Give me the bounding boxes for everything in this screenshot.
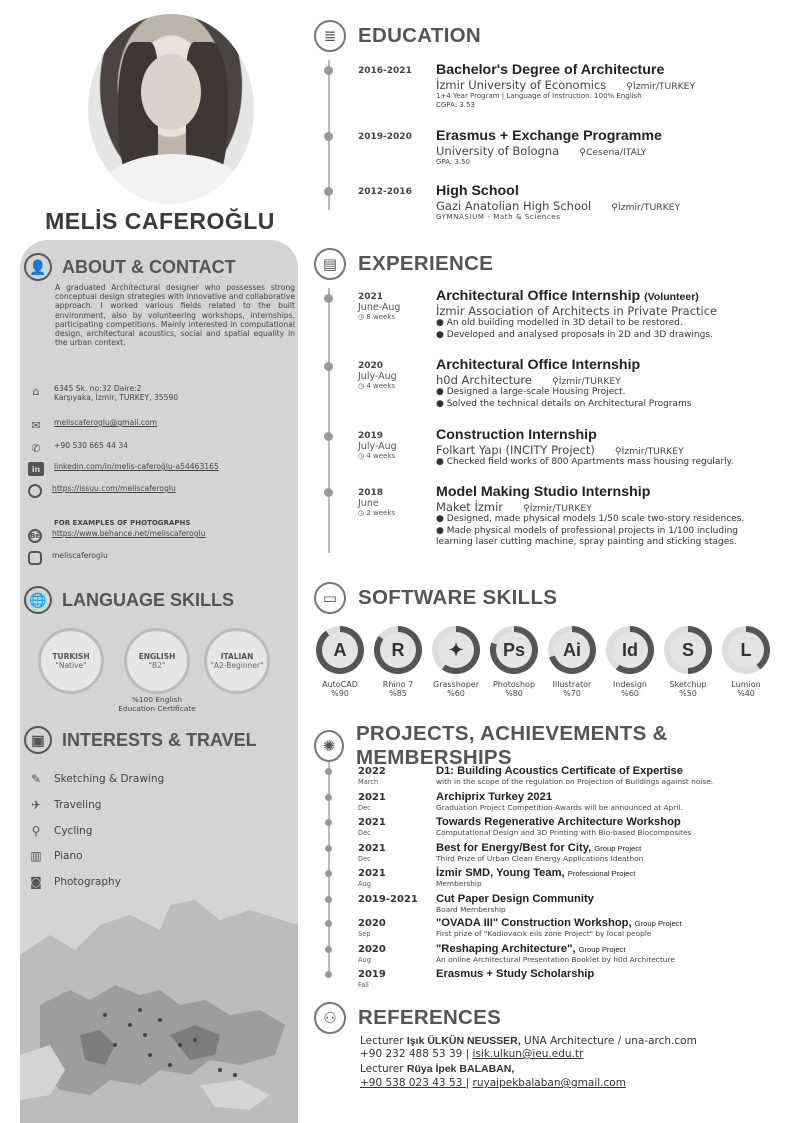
software-logo-icon: L xyxy=(728,632,764,668)
timeline-dot xyxy=(325,896,332,903)
reference-contact: +90 232 488 53 39 | isik.ulkun@ieu.edu.tr xyxy=(360,1048,584,1060)
timeline-dot xyxy=(325,971,332,978)
software-name: Illustrator xyxy=(552,680,592,689)
instagram[interactable]: meliscaferoglu xyxy=(28,551,108,565)
software-percent: %60 xyxy=(447,689,465,698)
airplane-icon: ✈ xyxy=(30,798,42,812)
software-logo-icon: Id xyxy=(612,632,648,668)
globe-icon: 🌐 xyxy=(24,586,52,614)
software-item xyxy=(664,626,712,698)
laptop-icon: ▭ xyxy=(314,582,346,614)
software-name: Indesign xyxy=(613,680,647,689)
timeline-dot xyxy=(324,488,333,497)
timeline-dot xyxy=(325,819,332,826)
linkedin-icon: in xyxy=(28,462,44,476)
timeline-dot xyxy=(324,362,333,371)
software-item xyxy=(490,626,538,698)
software-logo-icon: S xyxy=(670,632,706,668)
project-title: Towards Regenerative Architecture Workshop xyxy=(436,816,681,828)
email-link[interactable]: ✉ meliscaferoglu@gmail.com xyxy=(28,418,157,432)
project-desc: Computational Design and 3D Printing with Bio-based Biocomposites xyxy=(436,828,692,837)
interest-item: ▥ Piano xyxy=(28,849,83,863)
project-year: 2022 xyxy=(358,766,386,777)
timeline-line xyxy=(328,288,330,553)
project-desc: An online Architectural Presentation Booklet by h0d Architecture xyxy=(436,955,675,964)
clock-icon: ◷ 4 weeks xyxy=(358,382,396,390)
about-heading: 👤 ABOUT & CONTACT xyxy=(24,253,236,281)
project-year: 2020 xyxy=(358,944,386,955)
reference-contact: +90 538 023 43 53 | ruyaipekbalaban@gmail.com xyxy=(360,1077,626,1089)
skill-ring xyxy=(432,626,480,674)
skill-ring xyxy=(548,626,596,674)
software-item xyxy=(548,626,596,698)
project-month: March xyxy=(358,778,379,786)
skill-ring xyxy=(664,626,712,674)
project-desc: Board Membership xyxy=(436,905,506,914)
interest-item: ✈ Traveling xyxy=(28,798,101,812)
piano-icon: ▥ xyxy=(30,849,42,863)
pencil-icon: ✎ xyxy=(30,772,42,786)
software-logo-icon: R xyxy=(380,632,416,668)
phone-icon: ✆ xyxy=(31,441,41,455)
projects-heading: ✺ PROJECTS, ACHIEVEMENTS & MEMBERSHIPS xyxy=(314,722,795,770)
project-month: Sep xyxy=(358,930,371,938)
language-italian: ITALIAN "A2-Beginner" xyxy=(204,628,270,694)
software-percent: %90 xyxy=(331,689,349,698)
project-title: D1: Building Acoustics Certificate of Expertise xyxy=(436,765,684,777)
software-item xyxy=(606,626,654,698)
linkedin-link[interactable]: in linkedin.com/in/melis-caferoğlu-a54463165 xyxy=(28,462,219,476)
software-name: Grasshoper xyxy=(433,680,479,689)
timeline-dot xyxy=(324,432,333,441)
project-desc: Third Prize of Urban Clean Energy Applications Ideathon xyxy=(436,854,644,863)
bicycle-icon: ⚲ xyxy=(31,824,41,838)
behance-link[interactable]: Bē https://www.behance.net/meliscaferoglu xyxy=(28,529,205,543)
instagram-icon xyxy=(28,551,42,565)
project-year: 2021 xyxy=(358,868,386,879)
software-percent: %80 xyxy=(505,689,523,698)
software-name: AutoCAD xyxy=(322,680,358,689)
person-name: MELİS CAFEROĞLU xyxy=(45,208,275,234)
location-pin-icon: ⚲ xyxy=(551,376,559,387)
software-item xyxy=(722,626,770,698)
phone: ✆ +90 530 665 44 34 xyxy=(28,441,128,455)
clock-icon: ◷ 4 weeks xyxy=(358,452,396,460)
project-year: 2019-2021 xyxy=(358,894,418,905)
issuu-link[interactable]: https://issuu.com/meliscaferoglu xyxy=(28,484,176,498)
home-icon: ⌂ xyxy=(32,384,40,398)
timeline-dot xyxy=(324,66,333,75)
project-year: 2019 xyxy=(358,969,386,980)
project-title: Cut Paper Design Community xyxy=(436,893,594,905)
timeline-dot xyxy=(324,187,333,196)
europe-map xyxy=(20,895,298,1123)
interest-item: ⚲ Cycling xyxy=(28,824,92,838)
project-desc: Graduation Project Competition-Awards will be announced at April. xyxy=(436,803,683,812)
timeline-dot xyxy=(325,870,332,877)
language-turkish: TURKISH "Native" xyxy=(38,628,104,694)
interests-heading: ▣ INTERESTS & TRAVEL xyxy=(24,726,257,754)
software-percent: %70 xyxy=(563,689,581,698)
reference-item: Lecturer Rüya İpek BALABAN, xyxy=(360,1063,515,1075)
interest-item: ◙ Photography xyxy=(28,875,121,889)
sparkle-icon: ✺ xyxy=(314,730,344,762)
software-item xyxy=(432,626,480,698)
location-pin-icon: ⚲ xyxy=(611,202,618,213)
software-percent: %40 xyxy=(737,689,755,698)
suitcase-icon: ▣ xyxy=(24,726,52,754)
project-year: 2020 xyxy=(358,918,386,929)
skill-ring xyxy=(374,626,422,674)
timeline-dot xyxy=(325,794,332,801)
project-desc: Membership xyxy=(436,879,482,888)
project-month: Aug xyxy=(358,880,371,888)
language-note: %100 English Education Certificate xyxy=(118,695,196,713)
clock-icon: ◷ 2 weeks xyxy=(358,509,396,517)
project-month: Aug xyxy=(358,956,371,964)
software-name: Photoshop xyxy=(492,680,536,689)
location-pin-icon: ⚲ xyxy=(523,503,530,514)
project-title: "Reshaping Architecture", Group Project xyxy=(436,943,626,955)
briefcase-icon: ▤ xyxy=(314,248,346,280)
person-icon: 👤 xyxy=(24,253,52,281)
software-heading: ▭ SOFTWARE SKILLS xyxy=(314,582,557,614)
project-title: İzmir SMD, Young Team, Professional Project xyxy=(436,867,636,879)
project-desc: with in the scope of the regulation on Projection of Buildings against noise. xyxy=(436,777,714,786)
software-percent: %60 xyxy=(621,689,639,698)
left-column xyxy=(0,0,300,1123)
project-title: Erasmus + Study Scholarship xyxy=(436,968,595,980)
issuu-icon xyxy=(28,484,42,498)
language-heading: 🌐 LANGUAGE SKILLS xyxy=(24,586,234,614)
project-month: Dec xyxy=(358,804,371,812)
software-logo-icon: Ai xyxy=(554,632,590,668)
software-percent: %85 xyxy=(389,689,407,698)
project-month: Fall xyxy=(358,981,369,989)
project-year: 2021 xyxy=(358,817,386,828)
location-pin-icon: ⚲ xyxy=(614,446,622,457)
profile-photo xyxy=(88,14,254,204)
project-title: "OVADA III" Construction Workshop, Group Project xyxy=(436,917,682,929)
clock-icon: ◷ 8 weeks xyxy=(358,313,396,321)
mail-icon: ✉ xyxy=(31,418,41,432)
interest-item: ✎ Sketching & Drawing xyxy=(28,772,164,786)
location-pin-icon: ⚲ xyxy=(579,147,586,158)
books-icon: ≣ xyxy=(314,20,346,52)
project-title: Best for Energy/Best for City, Group Project xyxy=(436,842,642,854)
address: ⌂ 6345 Sk. no:32 Daire:2 Karşıyaka, İzmir, TURKEY, 35590 xyxy=(28,384,178,402)
skill-ring xyxy=(316,626,364,674)
reference-item: Lecturer Işık ÜLKÜN NEUSSER, UNA Architecture / una-arch.com xyxy=(360,1035,697,1047)
timeline-dot xyxy=(325,845,332,852)
skill-ring xyxy=(606,626,654,674)
references-heading: ⚇ REFERENCES xyxy=(314,1002,501,1034)
photos-heading: FOR EXAMPLES OF PHOTOGRAPHS xyxy=(54,519,191,527)
timeline-dot xyxy=(324,294,333,303)
software-logo-icon: A xyxy=(322,632,358,668)
people-icon: ⚇ xyxy=(314,1002,346,1034)
software-name: Lumion xyxy=(731,680,761,689)
software-name: Sketchup xyxy=(669,680,707,689)
project-year: 2021 xyxy=(358,843,386,854)
skill-ring xyxy=(722,626,770,674)
software-item xyxy=(316,626,364,698)
software-logo-icon: ✦ xyxy=(438,632,474,668)
project-year: 2021 xyxy=(358,792,386,803)
education-heading: ≣ EDUCATION xyxy=(314,20,481,52)
skill-ring xyxy=(490,626,538,674)
about-text: A graduated Architectural designer who possesses strong conceptual design strategies with innovative and collaborative approach. I worked various fields related to the built environment, also by volunteering workshops, internships, participating competitions. Mainly interested in computational design, architectural acoustics, social and spatial equality in the urban context. xyxy=(55,283,295,348)
project-month: Dec xyxy=(358,829,371,837)
timeline-dot xyxy=(325,768,332,775)
project-title: Archiprix Turkey 2021 xyxy=(436,791,553,803)
project-month: Dec xyxy=(358,855,371,863)
software-item xyxy=(374,626,422,698)
location-pin-icon: ⚲ xyxy=(626,81,634,92)
software-logo-icon: Ps xyxy=(496,632,532,668)
behance-icon: Bē xyxy=(28,529,42,543)
timeline-dot xyxy=(325,946,332,953)
project-desc: First prize of "Kadiovacık eils zone Project" by local people xyxy=(436,929,652,938)
experience-heading: ▤ EXPERIENCE xyxy=(314,248,493,280)
camera-icon: ◙ xyxy=(30,875,42,889)
timeline-dot xyxy=(325,920,332,927)
software-percent: %50 xyxy=(679,689,697,698)
software-name: Rhino 7 xyxy=(382,680,414,689)
timeline-dot xyxy=(324,132,333,141)
language-english: ENGLISH "B2" xyxy=(124,628,190,694)
